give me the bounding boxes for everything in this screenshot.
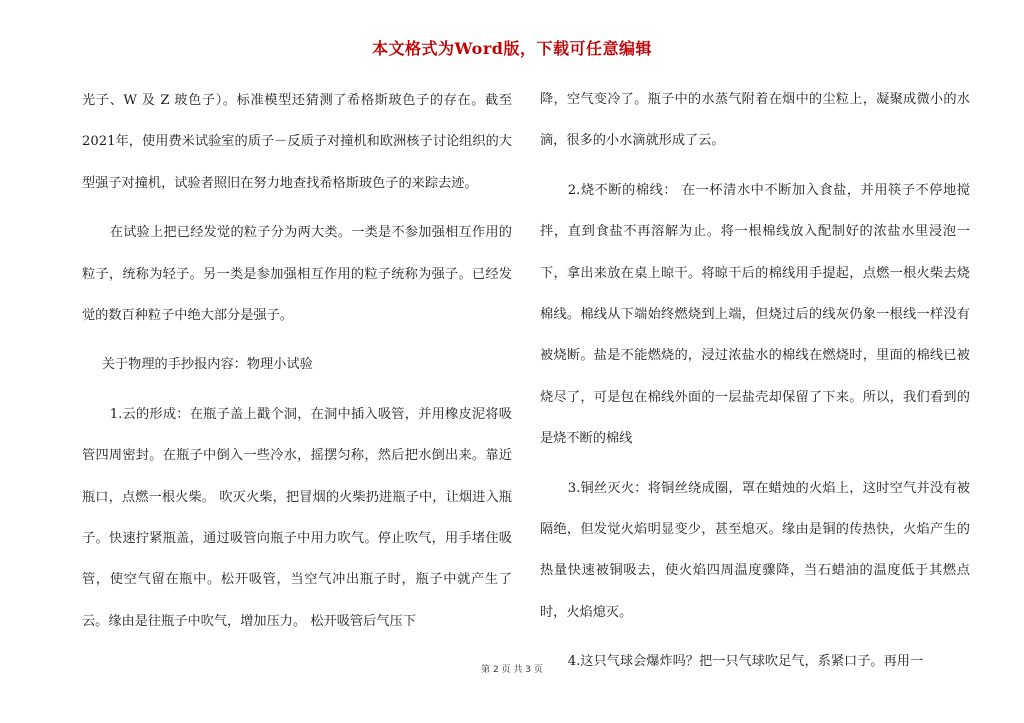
paragraph-balloon: 4.这只气球会爆炸吗？把一只气球吹足气，系紧口子。再用一	[567, 654, 924, 670]
paragraph-standard-model: 光子、W 及 Z 玻色子）。标准模型还猜测了希格斯玻色子的存在。截至2021年，使用费米试验室的质子－反质子对撞机和欧洲核子讨论组织的大型强子对撞机，试验者照旧在努力地查找希格斯玻色子的来踪去迹。	[82, 93, 512, 191]
paragraph-copper-wire: 3.铜丝灭火：将铜丝绕成圈，罩在蜡烛的火焰上，这时空气并没有被隔绝，但发觉火焰明显变少，甚至熄灭。缘由是铜的传热快，火焰产生的热量快速被铜吸去，使火焰四周温度骤降，当石蜡油的温度低于其燃点时，火焰熄灭。	[540, 480, 970, 620]
paragraph-particle-classes: 在试验上把已经发觉的粒子分为两大类。一类是不参加强相互作用的粒子，统称为轻子。另一类是参加强相互作用的粒子统称为强子。已经发觉的数百种粒子中绝大部分是强子。	[82, 225, 512, 324]
document-header: 本文格式为Word版，下载可任意编辑	[372, 39, 652, 58]
paragraph-cloud-formation: 1.云的形成：在瓶子盖上戳个洞，在洞中插入吸管，并用橡皮泥将吸管四周密封。在瓶子中倒入一些冷水，摇摆匀称，然后把水倒出来。靠近瓶口，点燃一根火柴。 吹灭火柴，把冒烟的火柴扔进瓶子中，让烟进入瓶子。快速拧紧瓶盖，通过吸管向瓶子中用力吹气。停止吹气，用手堵住吸管，使空气留在瓶中。松开吸管，当空气冲出瓶子时，瓶子中就产生了云。缘由是往瓶子中吹气，增加压力。 松开吸管后气压下	[82, 406, 512, 629]
page-number: 第 2 页 共 3 页	[481, 665, 543, 675]
left-column	[82, 80, 512, 642]
section-heading-experiments: 关于物理的手抄报内容：物理小试验	[101, 357, 313, 373]
paragraph-cloud-continued: 降，空气变冷了。瓶子中的水蒸气附着在烟中的尘粒上，凝聚成微小的水滴，很多的小水滴就形成了云。	[540, 92, 970, 149]
paragraph-unburnable-thread: 2.烧不断的棉线： 在一杯清水中不断加入食盐，并用筷子不停地搅拌，直到食盐不再溶解为止。将一根棉线放入配制好的浓盐水里浸泡一下，拿出来放在桌上晾干。将晾干后的棉线用手提起，点燃一根火柴去烧棉线。棉线从下端始终燃烧到上端，但烧过后的线灰仍象一根线一样没有被烧断。盐是不能燃烧的，浸过浓盐水的棉线在燃烧时，里面的棉线已被烧尽了，可是包在棉线外面的一层盐壳却保留了下来。所以，我们看到的是烧不断的棉线	[540, 182, 970, 447]
right-column	[540, 79, 970, 683]
